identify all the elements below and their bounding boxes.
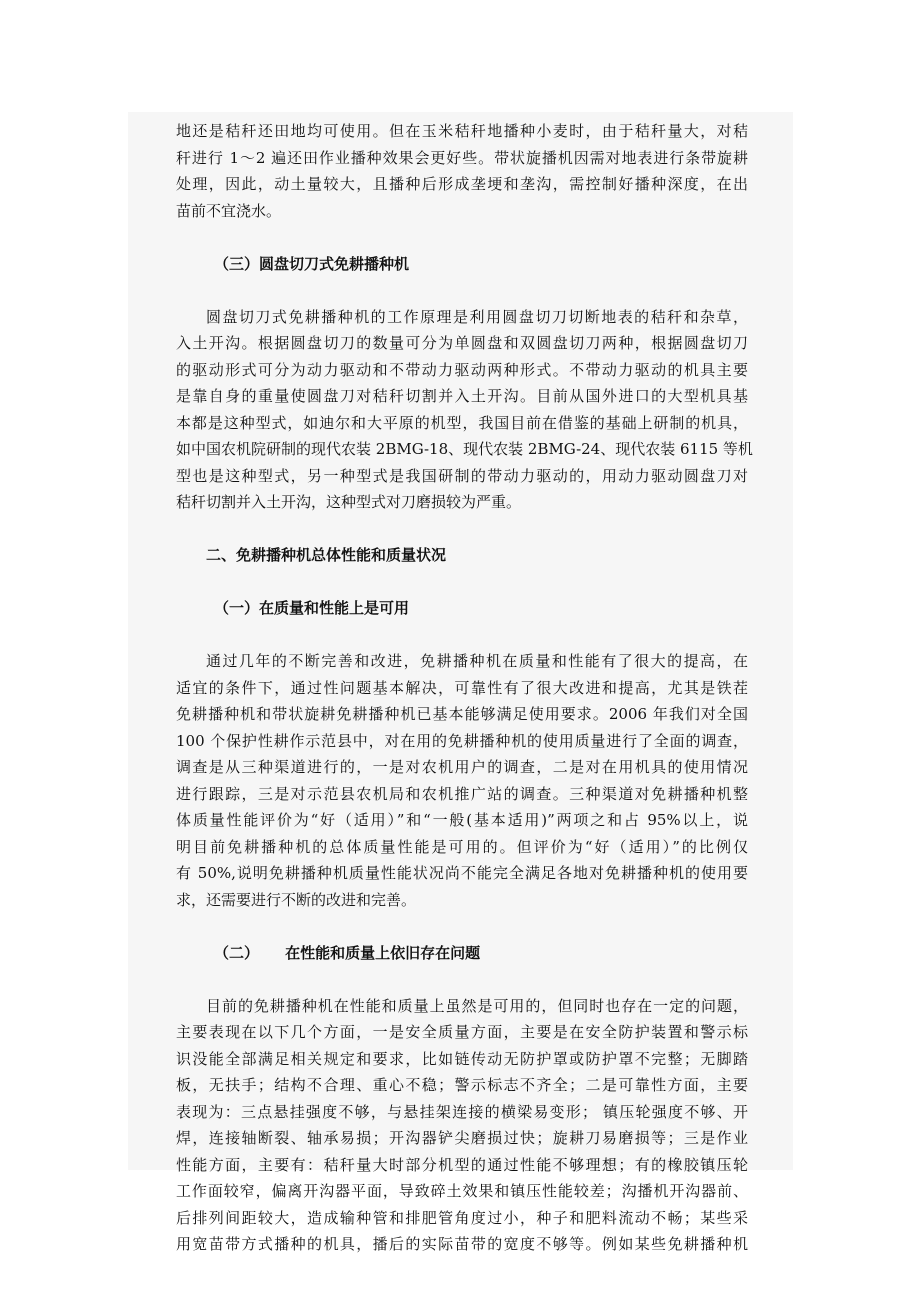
text-line: 目前的免耕播种机在性能和质量上虽然是可用的，但同时也存在一定的问题， — [206, 996, 748, 1015]
spacer — [176, 622, 748, 649]
text-line: 工作面较窄，偏离开沟器平面，导致碎土效果和镇压性能较差；沟播机开沟器前、 — [176, 1182, 748, 1200]
text-line: 有 50%,说明免耕播种机质量性能状况尚不能完全满足各地对免耕播种机的使用要 — [176, 864, 748, 882]
paragraph-usable — [176, 648, 748, 913]
text-line: 体质量性能评价为“好（适用）”和“一般(基本适用)”两项之和占 95%以上，说 — [176, 811, 748, 829]
text-line: 主要表现在以下几个方面，一是安全质量方面，主要是在安全防护装置和警示标 — [176, 1023, 748, 1041]
text-line: 识没能全部满足相关规定和要求，比如链传动无防护罩或防护罩不完整；无脚踏 — [176, 1049, 748, 1068]
text-line: 板，无扶手；结构不合理、重心不稳；警示标志不齐全；二是可靠性方面，主要 — [176, 1076, 748, 1094]
text-line: 焊，连接轴断裂、轴承易损；开沟器铲尖磨损过快；旋耕刀易磨损等；三是作业 — [176, 1129, 748, 1147]
text-line: 本都是这种型式，如迪尔和大平原的机型，我国目前在借鉴的基础上研制的机具， — [176, 413, 748, 432]
text-line: 表现为：三点悬挂强度不够，与悬挂架连接的横梁易变形； 镇压轮强度不够、开 — [176, 1102, 748, 1121]
text-line: 用宽苗带方式播种的机具，播后的实际苗带的宽度不够等。例如某些免耕播种机 — [176, 1235, 748, 1253]
text-line: 后排列间距较大，造成输种管和排肥管角度过小，种子和肥料流动不畅；某些采 — [176, 1208, 748, 1227]
text-line: 的驱动形式可分为动力驱动和不带动力驱动两种形式。不带动力驱动的机具主要 — [176, 360, 748, 379]
paragraph-problems — [176, 993, 748, 1258]
text-line: 调查是从三种渠道进行的，一是对农机用户的调查，二是对在用机具的使用情况 — [176, 758, 748, 776]
text-line: 明目前免耕播种机的总体质量性能是可用的。但评价为“好（适用）”的比例仅 — [176, 837, 748, 856]
text-line: 处理，因此，动土量较大，且播种后形成垄埂和垄沟，需控制好播种深度，在出 — [176, 175, 748, 193]
text-line: 通过几年的不断完善和改进，免耕播种机在质量和性能有了很大的提高，在 — [206, 652, 748, 670]
text-line: 100 个保护性耕作示范县中，对在用的免耕播种机的使用质量进行了全面的调查， — [176, 731, 748, 750]
spacer — [176, 224, 748, 251]
text-line: 地还是秸秆还田地均可使用。但在玉米秸秆地播种小麦时，由于秸秆量大，对秸 — [176, 122, 748, 140]
text-line: 秆进行 1～2 遍还田作业播种效果会更好些。带状旋播机因需对地表进行条带旋耕 — [176, 148, 748, 167]
heading-disc-seeder: （三）圆盘切刀式免耕播种机 — [214, 254, 410, 273]
text-line: 秸秆切割并入土开沟，这种型式对刀磨损较为严重。 — [176, 493, 522, 511]
text-line: 免耕播种机和带状旋耕免耕播种机已基本能够满足使用要求。2006 年我们对全国 — [176, 705, 748, 723]
text-line: 适宜的条件下，通过性问题基本解决，可靠性有了很大改进和提高，尤其是铁茬 — [176, 678, 748, 697]
spacer — [176, 913, 748, 940]
heading-problems: （二） 在性能和质量上依旧存在问题 — [214, 943, 481, 962]
text-line: 苗前不宜浇水。 — [176, 201, 282, 220]
heading-usable: （一）在质量和性能上是可用 — [214, 599, 410, 617]
text-line: 型也是这种型式，另一种型式是我国研制的带动力驱动的，用动力驱动圆盘刀对 — [176, 466, 748, 485]
text-line: 圆盘切刀式免耕播种机的工作原理是利用圆盘切刀切断地表的秸秆和杂草， — [206, 307, 748, 326]
spacer — [176, 516, 748, 543]
document-body — [176, 118, 753, 1258]
text-line: 如中国农机院研制的现代农装 2BMG-18、现代农装 2BMG-24、现代农装 6115 等机 — [176, 440, 753, 458]
section-heading: 二、免耕播种机总体性能和质量状况 — [206, 546, 447, 564]
text-line: 求，还需要进行不断的改进和完善。 — [176, 890, 417, 909]
text-line: 入土开沟。根据圆盘切刀的数量可分为单圆盘和双圆盘切刀两种，根据圆盘切刀 — [176, 334, 748, 352]
paragraph-continued — [176, 118, 748, 224]
spacer — [176, 569, 748, 596]
spacer — [176, 966, 748, 993]
spacer — [176, 277, 748, 304]
paragraph-disc — [176, 304, 753, 516]
text-line: 是靠自身的重量使圆盘刀对秸秆切割并入土开沟。目前从国外进口的大型机具基 — [176, 387, 748, 405]
text-line: 进行跟踪，三是对示范县农机局和农机推广站的调查。三种渠道对免耕播种机整 — [176, 784, 748, 803]
text-line: 性能方面，主要有：秸秆量大时部分机型的通过性能不够理想；有的橡胶镇压轮 — [176, 1155, 748, 1174]
